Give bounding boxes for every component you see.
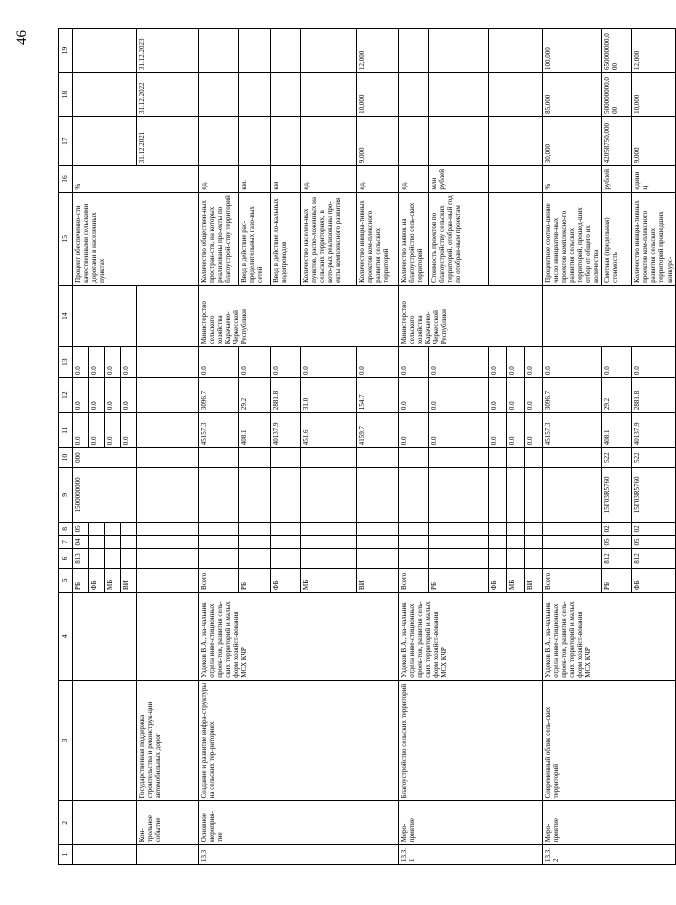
table-cell <box>137 549 199 569</box>
amount-cell: 0.0 <box>105 378 121 413</box>
indicator-value: 12,000 <box>632 29 675 73</box>
amount-cell: 45157.3 <box>543 413 602 448</box>
table-cell <box>239 448 271 468</box>
table-cell <box>543 535 602 548</box>
indicator-name: Количество заявок на благоустройство сель-ских территорий <box>399 192 429 285</box>
table-cell <box>73 845 137 865</box>
indicator-unit: ед. <box>399 166 429 192</box>
indicator-value <box>429 116 489 165</box>
table-cell <box>137 347 199 378</box>
indicator-value <box>239 29 271 73</box>
table-cell <box>137 568 199 592</box>
column-number: 1 <box>59 845 73 865</box>
funding-source: ФБ <box>271 568 301 592</box>
table-cell <box>543 522 602 535</box>
funding-source: ВИ <box>121 568 137 592</box>
table-cell: 15Г03R5760 <box>632 467 675 522</box>
indicator-value <box>301 116 357 165</box>
table-cell <box>73 73 137 117</box>
amount-cell: 0.0 <box>429 347 489 378</box>
table-cell: 04 <box>73 535 89 548</box>
table-cell <box>73 592 137 680</box>
indicator-name: Количество населен-ных пунктов, распо-ложенных на сельских территориях, в кото-рых реализованы про-екты комплексного развития <box>301 192 357 285</box>
table-cell <box>399 467 429 522</box>
indicator-value <box>199 73 239 117</box>
table-row <box>73 29 89 865</box>
table-cell <box>357 448 399 468</box>
table-cell <box>301 549 357 569</box>
table-cell <box>271 467 301 522</box>
column-number: 13 <box>59 347 73 378</box>
table-cell <box>89 535 105 548</box>
table-cell <box>137 845 199 865</box>
table-cell <box>199 448 239 468</box>
table-cell <box>121 549 137 569</box>
amount-cell: 0.0 <box>602 347 632 378</box>
indicator-name: Количество обществен-ных простран-ств, на которых реализованы про-екты по благоустрой-ству территорий <box>199 192 239 285</box>
amount-cell: 0.0 <box>239 347 271 378</box>
amount-cell: 0.0 <box>632 347 675 378</box>
column-number: 3 <box>59 680 73 801</box>
table-cell <box>239 535 271 548</box>
amount-cell: 0.0 <box>121 347 137 378</box>
amount-cell: 2881.8 <box>271 378 301 413</box>
amount-cell: 0.0 <box>89 413 105 448</box>
funding-source: Всего <box>399 568 429 592</box>
amount-cell: 0.0 <box>357 347 399 378</box>
funding-source: ФБ <box>632 568 675 592</box>
item-executor: Уздеков В.А., на-чальник отдела инве-стиционных проек-тов, развития сель-ских территорий и малых форм хозяйст-вования МСХ КЧР <box>199 592 399 680</box>
page-number: 46 <box>14 30 30 45</box>
indicator-value: 12,000 <box>357 29 399 73</box>
indicator-unit: ед. <box>301 166 357 192</box>
table-row <box>199 29 239 865</box>
indicator-value <box>399 73 429 117</box>
table-cell <box>429 467 489 522</box>
amount-cell: 408.1 <box>239 413 271 448</box>
indicator-value <box>199 116 239 165</box>
column-number: 9 <box>59 467 73 522</box>
indicator-unit: % <box>73 166 199 192</box>
table-cell <box>543 448 602 468</box>
table-cell <box>489 73 543 117</box>
table-cell <box>429 448 489 468</box>
amount-cell: 31.0 <box>301 378 357 413</box>
indicator-unit: млн рублей <box>429 166 489 192</box>
table-cell <box>89 522 105 535</box>
table-cell <box>137 467 199 522</box>
table-cell <box>489 166 543 192</box>
item-kind: Основное мероприя-тие <box>199 801 399 845</box>
indicator-unit: км. <box>239 166 271 192</box>
amount-cell: 0.0 <box>429 378 489 413</box>
amount-cell: 0.0 <box>73 378 89 413</box>
amount-cell: 0.0 <box>429 413 489 448</box>
table-cell <box>105 549 121 569</box>
column-number: 12 <box>59 378 73 413</box>
amount-cell: 0.0 <box>525 378 543 413</box>
funding-source: МБ <box>507 568 525 592</box>
table-cell: 522 <box>632 448 675 468</box>
table-cell <box>271 549 301 569</box>
amount-cell: 0.0 <box>121 413 137 448</box>
table-cell <box>507 448 525 468</box>
funding-source: РБ <box>602 568 632 592</box>
table-cell <box>399 448 429 468</box>
table-cell: 02 <box>632 522 675 535</box>
column-number: 19 <box>59 29 73 73</box>
table-cell <box>357 522 399 535</box>
table-cell <box>525 522 543 535</box>
table-cell <box>429 535 489 548</box>
indicator-unit: единиц <box>632 166 675 192</box>
table-cell <box>89 549 105 569</box>
amount-cell: 2881.8 <box>632 378 675 413</box>
amount-cell: 0.0 <box>507 413 525 448</box>
table-cell <box>239 522 271 535</box>
column-number: 14 <box>59 285 73 346</box>
indicator-value <box>429 29 489 73</box>
table-cell <box>73 29 137 73</box>
funding-source: ФБ <box>89 568 105 592</box>
amount-cell: 154.7 <box>357 378 399 413</box>
table-cell <box>543 549 602 569</box>
amount-cell: 0.0 <box>301 347 357 378</box>
date-cell: 31.12.2023 <box>137 29 199 73</box>
amount-cell: 4159.7 <box>357 413 399 448</box>
date-cell: 31.12.2022 <box>137 73 199 117</box>
column-number: 11 <box>59 413 73 448</box>
indicator-name: Количество инициа-тивных проектов ком-плексного развития сельских территорий <box>357 192 399 285</box>
indicator-unit: ед. <box>357 166 399 192</box>
table-cell <box>137 378 199 413</box>
item-number: 13.3.1 <box>399 845 543 865</box>
table-cell <box>357 467 399 522</box>
table-cell <box>399 535 429 548</box>
table-cell <box>399 549 429 569</box>
table-cell <box>137 448 199 468</box>
amount-cell: 0.0 <box>489 378 507 413</box>
amount-cell: 0.0 <box>73 413 89 448</box>
table-cell <box>271 448 301 468</box>
table-cell <box>121 522 137 535</box>
indicator-value: 30,000 <box>543 116 602 165</box>
table-cell <box>199 535 239 548</box>
amount-cell: 29.2 <box>602 378 632 413</box>
table-cell <box>301 535 357 548</box>
table-cell: 000 <box>73 448 137 468</box>
funding-source: ФБ <box>489 568 507 592</box>
column-number: 8 <box>59 522 73 535</box>
item-name: Благоустройство сельских территорий <box>399 680 543 801</box>
indicator-name: Ввод в действие рас-пределительных газо-вых сетей <box>239 192 271 285</box>
table-cell <box>137 522 199 535</box>
amount-cell: 3096.7 <box>543 378 602 413</box>
table-cell <box>429 549 489 569</box>
program-table <box>58 28 676 865</box>
indicator-value <box>239 116 271 165</box>
funding-source: РБ <box>73 568 89 592</box>
amount-cell: 0.0 <box>489 413 507 448</box>
responsible-ministry: Министерство сельского хозяйства Карачаево-Черкесской Республики <box>399 285 543 346</box>
table-cell <box>239 549 271 569</box>
amount-cell: 0.0 <box>399 413 429 448</box>
amount-cell: 451.6 <box>301 413 357 448</box>
column-number: 18 <box>59 73 73 117</box>
table-cell <box>489 192 543 285</box>
amount-cell: 45157.3 <box>199 413 239 448</box>
indicator-value: 85,000 <box>543 73 602 117</box>
amount-cell: 0.0 <box>105 347 121 378</box>
amount-cell: 0.0 <box>399 347 429 378</box>
table-cell <box>199 522 239 535</box>
column-number: 16 <box>59 166 73 192</box>
item-number: 13.3.2 <box>543 845 676 865</box>
table-row <box>543 29 602 865</box>
table-cell <box>525 467 543 522</box>
item-number: 13.3 <box>199 845 399 865</box>
amount-cell: 40137.9 <box>632 413 675 448</box>
amount-cell: 0.0 <box>105 413 121 448</box>
item-executor: Уздеков В.А., на-чальник отдела инве-стиционных проек-тов, развития сель-ских территорий и малых форм хозяйст-вования МСХ КЧР <box>399 592 543 680</box>
table-cell <box>271 522 301 535</box>
indicator-unit: ед. <box>199 166 239 192</box>
amount-cell: 0.0 <box>525 347 543 378</box>
table-cell <box>73 801 137 845</box>
funding-source: МБ <box>301 568 357 592</box>
table-cell <box>525 535 543 548</box>
indicator-unit: % <box>543 166 602 192</box>
control-event-name: Государственная поддержка строительства и реконструк-ции автомобильных дорог <box>137 680 199 801</box>
table-cell: 02 <box>602 522 632 535</box>
amount-cell: 0.0 <box>399 378 429 413</box>
funding-source: Всего <box>543 568 602 592</box>
table-cell: 05 <box>73 522 89 535</box>
indicator-value <box>271 116 301 165</box>
table-cell <box>429 522 489 535</box>
indicator-name: Стоимость проектов по благоустройству сельских территорий, отобран-ный год по отобран-ным проектам <box>429 192 489 285</box>
table-row <box>137 29 199 865</box>
indicator-value <box>429 73 489 117</box>
indicator-value: 42058750,000 <box>602 116 632 165</box>
indicator-value <box>239 73 271 117</box>
indicator-name: Количество инициа-тивных проектов ком-плексного развития сельских территорий прошедших конкурс- <box>632 192 675 285</box>
item-kind: Меро-приятие <box>399 801 543 845</box>
funding-source: ВИ <box>525 568 543 592</box>
amount-cell: 0.0 <box>121 378 137 413</box>
indicator-value <box>301 29 357 73</box>
table-row <box>59 29 73 865</box>
table-cell <box>489 116 543 165</box>
table-cell: 15Г03R5760 <box>602 467 632 522</box>
table-cell <box>137 285 199 346</box>
indicator-value <box>271 73 301 117</box>
amount-cell: 0.0 <box>489 347 507 378</box>
table-cell: 812 <box>602 549 632 569</box>
indicator-value <box>399 29 429 73</box>
table-cell <box>105 535 121 548</box>
table-cell <box>489 29 543 73</box>
table-cell <box>489 549 507 569</box>
table-cell <box>507 467 525 522</box>
table-cell: 05 <box>602 535 632 548</box>
table-cell: 813 <box>73 549 89 569</box>
responsible-ministry <box>543 285 676 346</box>
table-cell <box>489 467 507 522</box>
column-number: 10 <box>59 448 73 468</box>
amount-cell: 0.0 <box>73 347 89 378</box>
column-number: 17 <box>59 116 73 165</box>
indicator-value: 9,000 <box>632 116 675 165</box>
amount-cell: 0.0 <box>525 413 543 448</box>
responsible-ministry: Министерство сельского хозяйства Карачаево-Черкесской Республики <box>199 285 399 346</box>
funding-source: РБ <box>429 568 489 592</box>
column-number: 4 <box>59 592 73 680</box>
column-number: 6 <box>59 549 73 569</box>
item-executor: Уздеков В.А., на-чальник отдела инве-стиционных проек-тов, развития сель-ских территорий и малых форм хозяйст-вования МСХ КЧР <box>543 592 676 680</box>
date-cell: 31.12.2021 <box>137 116 199 165</box>
table-cell <box>73 680 137 801</box>
table-cell <box>399 522 429 535</box>
table-cell <box>301 448 357 468</box>
funding-source: ВИ <box>357 568 399 592</box>
indicator-value: 10,000 <box>632 73 675 117</box>
indicator-value: 9,000 <box>357 116 399 165</box>
table-cell: 1500000000 <box>73 467 137 522</box>
indicator-value: 10,000 <box>357 73 399 117</box>
indicator-value <box>199 29 239 73</box>
indicator-name: Процент обеспеченно-сти качественными сельскими дорогами в населенных пунктах <box>73 192 199 285</box>
amount-cell: 3096.7 <box>199 378 239 413</box>
indicator-name: Процентное соотно-шение число инициатив-ных проектов комплексно-го развития сельских территорий, прошед-ших отбор от общего их количества <box>543 192 602 285</box>
item-kind: Меро-приятие <box>543 801 676 845</box>
table-cell <box>525 549 543 569</box>
column-number: 5 <box>59 568 73 592</box>
table-cell <box>489 448 507 468</box>
indicator-value <box>301 73 357 117</box>
funding-source: Всего <box>199 568 239 592</box>
table-cell <box>489 535 507 548</box>
table-cell <box>507 549 525 569</box>
indicator-value: 500000000,000 <box>602 73 632 117</box>
table-row <box>399 29 429 865</box>
table-cell <box>507 522 525 535</box>
table-cell <box>73 116 137 165</box>
control-event-label: Кон-трольное событие <box>137 801 199 845</box>
table-cell <box>73 285 137 346</box>
table-cell <box>507 535 525 548</box>
amount-cell: 0.0 <box>199 347 239 378</box>
table-cell <box>137 535 199 548</box>
table-cell <box>199 467 239 522</box>
table-cell <box>105 522 121 535</box>
indicator-value: 100,000 <box>543 29 602 73</box>
table-cell <box>239 467 271 522</box>
table-cell <box>301 522 357 535</box>
table-cell <box>121 535 137 548</box>
column-number: 2 <box>59 801 73 845</box>
column-number: 15 <box>59 192 73 285</box>
indicator-name: Ввод в действие ло-кальных водопроводов <box>271 192 301 285</box>
item-name: Современный облик сель-ских территорий <box>543 680 676 801</box>
table-cell <box>489 522 507 535</box>
table-cell <box>271 535 301 548</box>
amount-cell: 0.0 <box>271 347 301 378</box>
column-number: 7 <box>59 535 73 548</box>
table-cell <box>357 535 399 548</box>
item-name: Создание и развитие инфра-структуры на сельских тер-риториях <box>199 680 399 801</box>
table-cell <box>543 467 602 522</box>
table-cell <box>525 448 543 468</box>
table-cell: 812 <box>632 549 675 569</box>
funding-source: МБ <box>105 568 121 592</box>
indicator-unit: рублей <box>602 166 632 192</box>
indicator-value: 650000000,000 <box>602 29 632 73</box>
amount-cell: 0.0 <box>89 378 105 413</box>
amount-cell: 408.1 <box>602 413 632 448</box>
amount-cell: 0.0 <box>543 347 602 378</box>
table-cell <box>357 549 399 569</box>
funding-source: РБ <box>239 568 271 592</box>
indicator-unit: км <box>271 166 301 192</box>
indicator-name: Сметная (предельная) стоимость <box>602 192 632 285</box>
amount-cell: 40137.9 <box>271 413 301 448</box>
indicator-value <box>399 116 429 165</box>
table-cell: 522 <box>602 448 632 468</box>
amount-cell: 0.0 <box>507 378 525 413</box>
amount-cell: 29.2 <box>239 378 271 413</box>
table-cell <box>301 467 357 522</box>
indicator-value <box>271 29 301 73</box>
table-cell <box>137 592 199 680</box>
table-cell <box>137 413 199 448</box>
amount-cell: 0.0 <box>507 347 525 378</box>
table-cell <box>199 549 239 569</box>
amount-cell: 0.0 <box>89 347 105 378</box>
table-cell: 05 <box>632 535 675 548</box>
